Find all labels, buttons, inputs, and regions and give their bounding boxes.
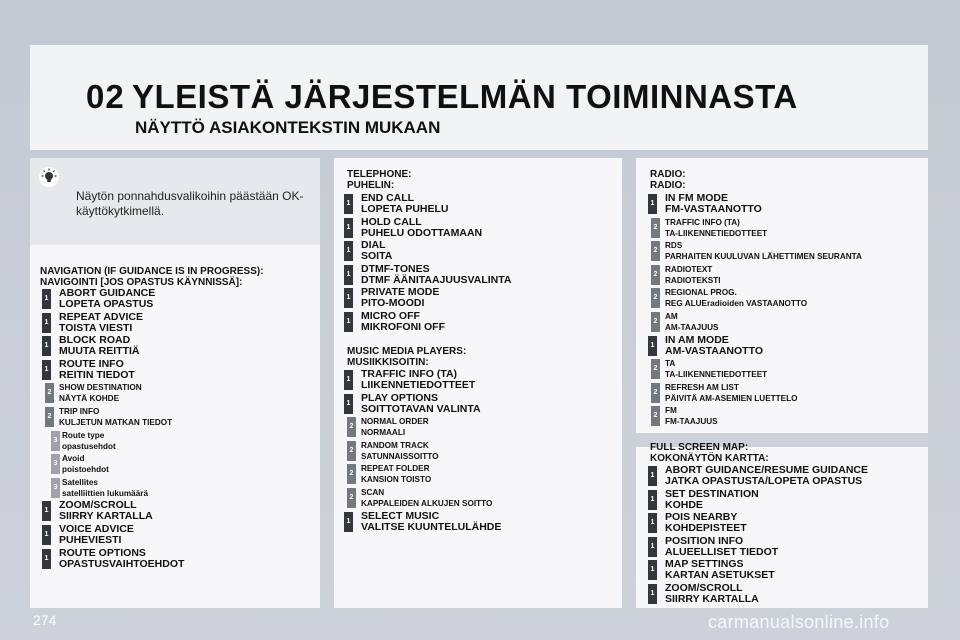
radio-menu-list [646, 193, 862, 429]
radio-item-label-en: AM [665, 311, 678, 321]
telephone-heading-fi: PUHELIN: [347, 180, 395, 191]
telephone-item-label-fi: PUHELU ODOTTAMAAN [361, 226, 483, 239]
fullscreen-menu-item [646, 583, 868, 605]
music-item-label-en: TRAFFIC INFO (TA) [361, 368, 458, 380]
level-badge: 2 [651, 359, 660, 379]
telephone-menu-item [342, 311, 512, 333]
radio-menu-item [646, 358, 862, 380]
music-item-label-fi: SOITTOTAVAN VALINTA [361, 402, 481, 415]
radio-item-label-en: RDS [665, 241, 683, 251]
nav-menu-item [40, 288, 184, 310]
nav-item-label-fi: MUUTA REITTIÄ [59, 345, 140, 358]
nav-item-label-en: ZOOM/SCROLL [59, 499, 137, 512]
fullscreen-heading-en: FULL SCREEN MAP: [650, 442, 749, 453]
nav-menu-item [40, 359, 184, 381]
level-badge: 1 [344, 312, 353, 332]
radio-menu-item [646, 382, 862, 404]
level-badge: 1 [42, 549, 51, 569]
level-badge: 2 [651, 406, 660, 426]
music-menu-item [342, 416, 501, 438]
telephone-item-label-fi: DTMF ÄÄNITAAJUUSVALINTA [361, 273, 512, 286]
fullscreen-item-label-fi: KARTAN ASETUKSET [665, 569, 775, 582]
level-badge: 1 [42, 289, 51, 309]
level-badge: 2 [651, 312, 660, 332]
level-badge: 2 [651, 218, 660, 238]
nav-item-label-fi: KULJETUN MATKAN TIEDOT [59, 417, 173, 427]
fullscreen-item-label-en: MAP SETTINGS [665, 558, 744, 571]
nav-item-label-fi: REITIN TIEDOT [59, 368, 135, 381]
level-badge: 1 [648, 513, 657, 533]
fullscreen-item-label-en: POIS NEARBY [665, 511, 738, 524]
radio-item-label-fi: RADIOTEKSTI [665, 275, 721, 285]
nav-item-label-fi: opastusehdot [62, 441, 116, 451]
radio-menu-item [646, 217, 862, 239]
telephone-item-label-en: HOLD CALL [361, 215, 422, 228]
nav-menu-item [40, 500, 184, 522]
level-badge: 2 [45, 407, 54, 427]
nav-menu-item [40, 406, 184, 428]
nav-item-label-fi: NÄYTÄ KOHDE [59, 394, 120, 404]
level-badge: 1 [648, 194, 657, 214]
nav-item-label-en: Avoid [62, 454, 85, 464]
music-item-label-en: PLAY OPTIONS [361, 391, 439, 404]
nav-menu-item [40, 453, 184, 475]
level-badge: 3 [51, 431, 60, 451]
nav-item-label-en: ABORT GUIDANCE [59, 287, 156, 299]
level-badge: 1 [648, 466, 657, 486]
nav-menu-item [40, 382, 184, 404]
level-badge: 1 [344, 265, 353, 285]
nav-item-label-fi: PUHEVIESTI [59, 533, 122, 546]
tip-text: Näytön ponnahdusvalikoihin päästään OK-käyttökytkimellä. [76, 189, 304, 218]
level-badge: 1 [344, 288, 353, 308]
telephone-menu-item [342, 240, 512, 262]
fullscreen-item-label-en: SET DESTINATION [665, 487, 759, 500]
fullscreen-item-label-fi: JATKA OPASTUSTA/LOPETA OPASTUS [665, 475, 863, 487]
music-menu-item [342, 511, 501, 533]
nav-menu-item [40, 477, 184, 499]
telephone-menu-item [342, 264, 512, 286]
radio-heading [650, 169, 686, 191]
bulb-icon [38, 166, 60, 188]
telephone-menu-list [342, 193, 512, 335]
fullscreen-item-label-en: ZOOM/SCROLL [665, 581, 743, 594]
telephone-item-label-fi: SOITA [361, 250, 393, 263]
radio-heading-en: RADIO: [650, 169, 686, 180]
nav-item-label-fi: satelliittien lukumäärä [62, 488, 149, 498]
telephone-item-label-en: DIAL [361, 239, 386, 252]
page-title: YLEISTÄ JÄRJESTELMÄN TOIMINNASTA [132, 78, 798, 115]
fullscreen-menu-item [646, 536, 868, 558]
level-badge: 2 [651, 383, 660, 403]
nav-item-label-en: REPEAT ADVICE [59, 310, 144, 323]
nav-item-label-en: BLOCK ROAD [59, 334, 131, 347]
radio-menu-item [646, 264, 862, 286]
music-heading-fi: MUSIIKKISOITIN: [347, 357, 429, 368]
radio-item-label-fi: PARHAITEN KUULUVAN LÄHETTIMEN SEURANTA [665, 252, 862, 262]
telephone-item-label-en: DTMF-TONES [361, 262, 430, 275]
nav-menu-item [40, 430, 184, 452]
music-heading [347, 346, 466, 368]
music-menu-item [342, 393, 501, 415]
music-heading-en: MUSIC MEDIA PLAYERS: [347, 346, 467, 357]
level-badge: 1 [648, 336, 657, 356]
fullscreen-item-label-fi: SIIRRY KARTALLA [665, 592, 759, 605]
music-item-label-en: REPEAT FOLDER [361, 464, 430, 474]
radio-menu-item [646, 240, 862, 262]
music-item-label-en: RANDOM TRACK [361, 440, 429, 450]
telephone-menu-item [342, 287, 512, 309]
nav-menu-item [40, 548, 184, 570]
navigation-heading-en: NAVIGATION (IF GUIDANCE IS IN PROGRESS): [40, 266, 264, 277]
music-menu-item [342, 369, 501, 391]
level-badge: 2 [347, 488, 356, 508]
telephone-heading [347, 169, 411, 191]
level-badge: 1 [42, 525, 51, 545]
nav-item-label-en: TRIP INFO [59, 406, 100, 416]
nav-item-label-en: SHOW DESTINATION [59, 383, 142, 393]
telephone-menu-item [342, 193, 512, 215]
music-item-label-en: SCAN [361, 487, 385, 497]
telephone-item-label-en: END CALL [361, 192, 415, 204]
music-item-label-fi: VALITSE KUUNTELULÄHDE [361, 520, 502, 533]
nav-item-label-en: Satellites [62, 477, 98, 487]
chapter-number: 02 [86, 78, 125, 115]
radio-item-label-fi: AM-TAAJUUS [665, 322, 719, 332]
level-badge: 1 [648, 490, 657, 510]
watermark: carmanualsonline.info [708, 612, 890, 632]
radio-item-label-en: REFRESH AM LIST [665, 382, 739, 392]
radio-menu-item [646, 287, 862, 309]
nav-menu-item [40, 312, 184, 334]
fullscreen-heading [650, 442, 769, 464]
level-badge: 1 [344, 218, 353, 238]
radio-item-label-en: RADIOTEXT [665, 264, 713, 274]
radio-item-label-fi: REG ALUEradioiden VASTAANOTTO [665, 299, 808, 309]
fullscreen-item-label-fi: KOHDE [665, 498, 703, 511]
level-badge: 1 [42, 360, 51, 380]
nav-item-label-fi: TOISTA VIESTI [59, 321, 133, 334]
telephone-heading-en: TELEPHONE: [347, 169, 412, 180]
fullscreen-menu-item [646, 559, 868, 581]
level-badge: 1 [42, 313, 51, 333]
music-item-label-fi: NORMAALI [361, 428, 406, 438]
radio-item-label-fi: AM-VASTAANOTTO [665, 344, 763, 357]
telephone-item-label-en: PRIVATE MODE [361, 286, 440, 299]
level-badge: 2 [347, 417, 356, 437]
level-badge: 2 [651, 265, 660, 285]
nav-item-label-en: ROUTE INFO [59, 357, 124, 370]
radio-item-label-fi: PÄIVITÄ AM-ASEMIEN LUETTELO [665, 393, 798, 403]
telephone-item-label-fi: LOPETA PUHELU [361, 203, 449, 215]
radio-menu-item [646, 193, 862, 215]
radio-item-label-en: IN AM MODE [665, 333, 729, 346]
telephone-item-label-fi: MIKROFONI OFF [361, 320, 445, 333]
music-item-label-fi: KANSION TOISTO [361, 475, 432, 485]
level-badge: 2 [651, 241, 660, 261]
level-badge: 2 [45, 383, 54, 403]
radio-item-label-en: IN FM MODE [665, 192, 728, 204]
nav-item-label-fi: OPASTUSVAIHTOEHDOT [59, 557, 185, 570]
nav-item-label-en: Route type [62, 430, 105, 440]
radio-item-label-fi: TA-LIIKENNETIEDOTTEET [665, 228, 768, 238]
telephone-menu-item [342, 217, 512, 239]
page-number: 274 [33, 612, 57, 628]
music-menu-list [342, 369, 501, 534]
page-subtitle: NÄYTTÖ ASIAKONTEKSTIN MUKAAN [135, 118, 441, 137]
music-menu-item [342, 487, 501, 509]
radio-item-label-en: FM [665, 406, 677, 416]
radio-item-label-fi: TA-LIIKENNETIEDOTTEET [665, 370, 768, 380]
level-badge: 3 [51, 454, 60, 474]
level-badge: 1 [344, 394, 353, 414]
music-item-label-fi: SATUNNAISSOITTO [361, 451, 439, 461]
fullscreen-menu-item [646, 465, 868, 487]
radio-item-label-fi: FM-VASTAANOTTO [665, 203, 762, 215]
nav-menu-item [40, 335, 184, 357]
radio-item-label-en: REGIONAL PROG. [665, 288, 737, 298]
music-menu-item [342, 440, 501, 462]
music-item-label-en: SELECT MUSIC [361, 509, 440, 522]
fullscreen-heading-fi: KOKONÄYTÖN KARTTA: [650, 453, 769, 464]
level-badge: 3 [51, 478, 60, 498]
music-item-label-en: NORMAL ORDER [361, 417, 429, 427]
telephone-item-label-fi: PITO-MOODI [361, 297, 425, 310]
level-badge: 2 [651, 288, 660, 308]
music-menu-item [342, 463, 501, 485]
nav-item-label-en: ROUTE OPTIONS [59, 546, 146, 559]
level-badge: 1 [648, 537, 657, 557]
navigation-menu-list [40, 288, 184, 571]
fullscreen-menu-item [646, 512, 868, 534]
nav-item-label-fi: poistoehdot [62, 465, 109, 475]
level-badge: 1 [42, 336, 51, 356]
nav-item-label-fi: SIIRRY KARTALLA [59, 510, 153, 523]
radio-menu-item [646, 311, 862, 333]
level-badge: 2 [347, 464, 356, 484]
level-badge: 1 [344, 512, 353, 532]
radio-item-label-en: TRAFFIC INFO (TA) [665, 217, 740, 227]
level-badge: 1 [344, 194, 353, 214]
music-item-label-fi: LIIKENNETIEDOTTEET [361, 379, 476, 391]
radio-item-label-en: TA [665, 359, 676, 369]
navigation-heading [40, 266, 264, 288]
level-badge: 1 [648, 560, 657, 580]
nav-item-label-en: VOICE ADVICE [59, 522, 134, 535]
level-badge: 1 [344, 370, 353, 390]
telephone-item-label-en: MICRO OFF [361, 309, 420, 322]
fullscreen-item-label-fi: KOHDEPISTEET [665, 522, 747, 535]
fullscreen-item-label-fi: ALUEELLISET TIEDOT [665, 545, 779, 558]
radio-menu-item [646, 405, 862, 427]
fullscreen-menu-list [646, 465, 868, 607]
level-badge: 2 [347, 441, 356, 461]
radio-heading-fi: RADIO: [650, 180, 686, 191]
level-badge: 1 [344, 241, 353, 261]
level-badge: 1 [648, 584, 657, 604]
level-badge: 1 [42, 501, 51, 521]
radio-menu-item [646, 335, 862, 357]
nav-item-label-fi: LOPETA OPASTUS [59, 298, 154, 310]
fullscreen-item-label-en: POSITION INFO [665, 534, 744, 547]
fullscreen-item-label-en: ABORT GUIDANCE/RESUME GUIDANCE [665, 464, 869, 476]
nav-menu-item [40, 524, 184, 546]
navigation-heading-fi: NAVIGOINTI [JOS OPASTUS KÄYNNISSÄ]: [40, 277, 243, 288]
fullscreen-menu-item [646, 489, 868, 511]
music-item-label-fi: KAPPALEIDEN ALKUJEN SOITTO [361, 498, 493, 508]
radio-item-label-fi: FM-TAAJUUS [665, 417, 718, 427]
